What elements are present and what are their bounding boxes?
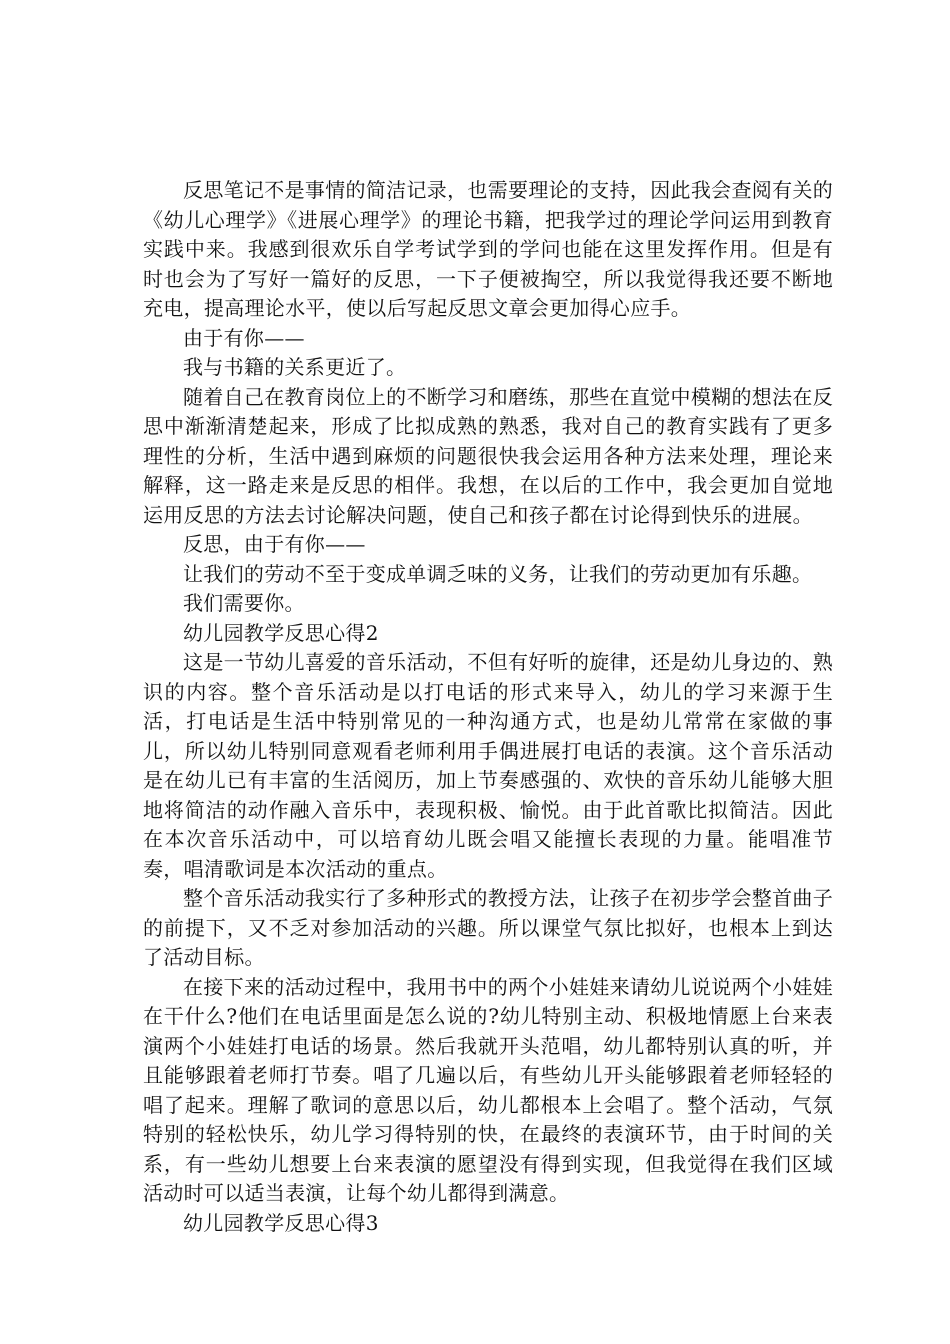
paragraph: 在接下来的活动过程中，我用书中的两个小娃娃来请幼儿说说两个小娃娃在干什么?他们在电话里面是怎么说的?幼儿特别主动、积极地情愿上台来表演两个小娃娃打电话的场景。然后我就开头范唱，幼儿都特别认真的听，并且能够跟着老师打节奏。唱了几遍以后，有些幼儿开头能够跟着老师轻轻的唱了起来。理解了歌词的意思以后，幼儿都根本上会唱了。整个活动，气氛特别的轻松快乐，幼儿学习得特别的快，在最终的表演环节，由于时间的关系，有一些幼儿想要上台来表演的愿望没有得到实现，但我觉得在我们区域活动时可以适当表演，让每个幼儿都得到满意。	[143, 974, 833, 1205]
section-heading: 幼儿园教学反思心得3	[183, 1210, 379, 1235]
paragraph: 整个音乐活动我实行了多种形式的教授方法，让孩子在初步学会整首曲子的前提下，又不乏对参加活动的兴趣。所以课堂气氛比拟好，也根本上到达了活动目标。	[143, 886, 833, 969]
paragraph: 我与书籍的关系更近了。	[183, 355, 407, 379]
paragraph: 我们需要你。	[183, 591, 305, 615]
paragraph: 反思笔记不是事情的简洁记录，也需要理论的支持，因此我会查阅有关的《幼儿心理学》《进展心理学》的理论书籍，把我学过的理论学问运用到教育实践中来。我感到很欢乐自学考试学到的学问也能在这里发挥作用。但是有时也会为了写好一篇好的反思，一下子便被掏空，所以我觉得我还要不断地充电，提高理论水平，使以后写起反思文章会更加得心应手。	[143, 178, 833, 320]
paragraph: 让我们的劳动不至于变成单调乏味的义务，让我们的劳动更加有乐趣。	[183, 561, 813, 586]
paragraph: 反思，由于有你——	[183, 532, 366, 556]
paragraph: 这是一节幼儿喜爱的音乐活动，不但有好听的旋律，还是幼儿身边的、熟识的内容。整个音乐活动是以打电话的形式来导入，幼儿的学习来源于生活，打电话是生活中特别常见的一种沟通方式，也是幼儿常常在家做的事儿，所以幼儿特别同意观看老师利用手偶进展打电话的表演。这个音乐活动是在幼儿已有丰富的生活阅历，加上节奏感强的、欢快的音乐幼儿能够大胆地将简洁的动作融入音乐中，表现积极、愉悦。由于此首歌比拟简洁。因此在本次音乐活动中，可以培育幼儿既会唱又能擅长表现的力量。能唱准节奏，唱清歌词是本次活动的重点。	[143, 650, 833, 881]
document-body	[143, 176, 833, 1238]
paragraph: 由于有你——	[183, 325, 305, 350]
paragraph: 随着自己在教育岗位上的不断学习和磨练，那些在直觉中模糊的想法在反思中渐渐清楚起来，形成了比拟成熟的熟悉，我对自己的教育实践有了更多理性的分析，生活中遇到麻烦的问题很快我会运用各种方法来处理，理论来解释，这一路走来是反思的相伴。我想，在以后的工作中，我会更加自觉地运用反思的方法去讨论解决问题，使自己和孩子都在讨论得到快乐的进展。	[143, 384, 833, 527]
section-heading: 幼儿园教学反思心得2	[183, 620, 379, 645]
